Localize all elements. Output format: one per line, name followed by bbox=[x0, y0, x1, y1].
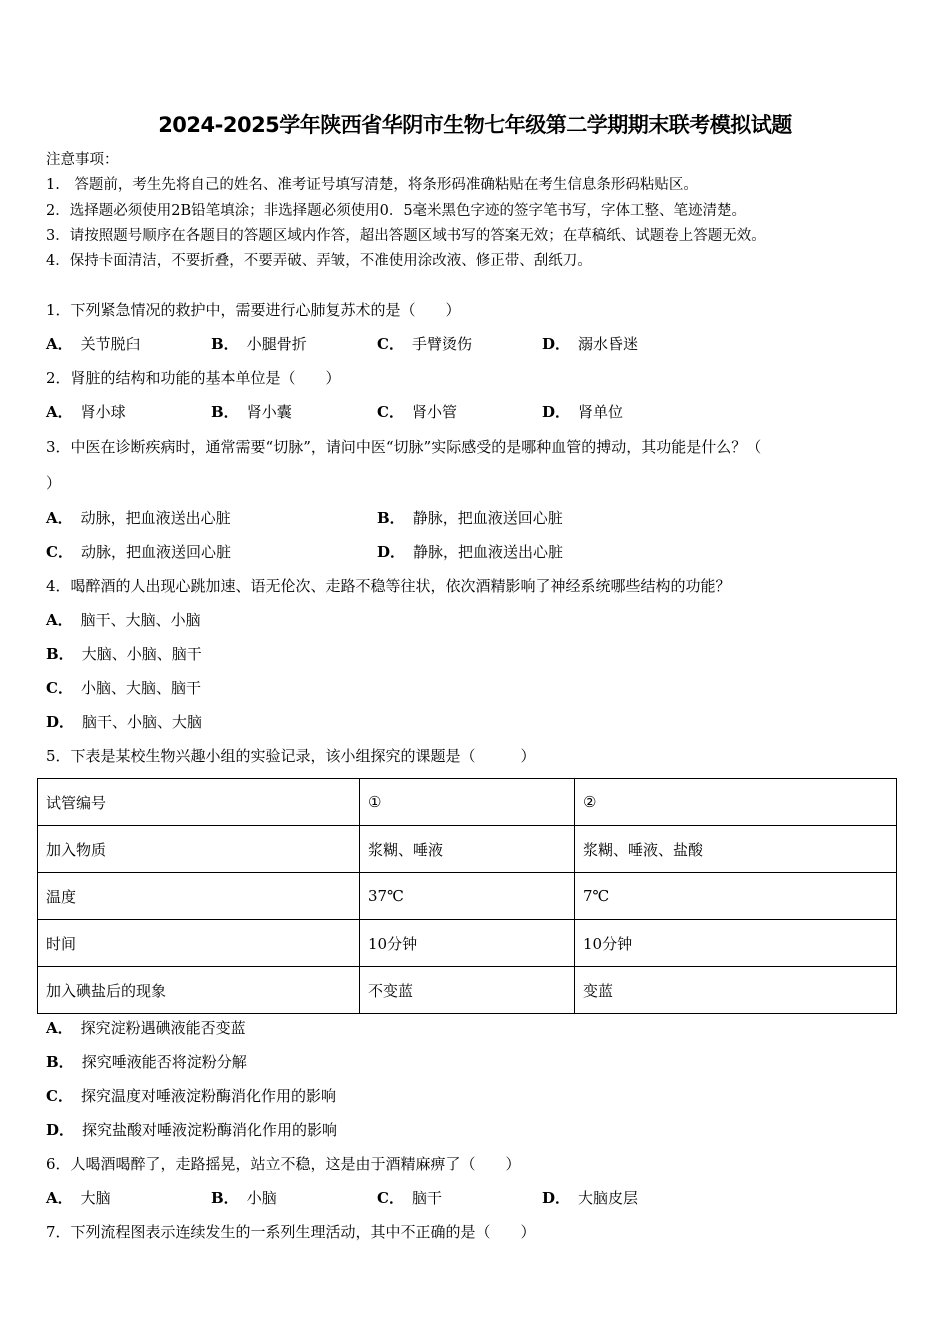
option-letter: B． bbox=[211, 1189, 239, 1207]
option-text: 动脉，把血液送出心脏 bbox=[80, 509, 231, 527]
answer-option[interactable] bbox=[46, 327, 141, 361]
option-text: 溺水昏迷 bbox=[578, 335, 639, 353]
option-text: 肾单位 bbox=[578, 403, 624, 421]
answer-option[interactable] bbox=[46, 603, 201, 637]
answer-option[interactable] bbox=[542, 1181, 638, 1215]
option-text: 探究淀粉遇碘液能否变蓝 bbox=[80, 1019, 246, 1037]
option-text: 肾小管 bbox=[411, 403, 457, 421]
option-text: 探究盐酸对唾液淀粉酶消化作用的影响 bbox=[82, 1121, 338, 1139]
table-cell: 加入碘盐后的现象 bbox=[38, 967, 360, 1014]
options-row bbox=[46, 1181, 906, 1215]
table-cell: 不变蓝 bbox=[360, 967, 575, 1014]
option-letter: B． bbox=[46, 1053, 74, 1071]
option-letter: A． bbox=[46, 611, 73, 629]
option-letter: C． bbox=[377, 403, 404, 421]
question-stem: 4．喝醉酒的人出现心跳加速、语无伦次、走路不稳等往状，依次酒精影响了神经系统哪些结构的功能？ bbox=[46, 577, 731, 595]
options-row bbox=[46, 1113, 906, 1147]
option-letter: C． bbox=[46, 1087, 73, 1105]
table-row bbox=[38, 967, 897, 1014]
question-stem: 6．人喝酒喝醉了，走路摇晃，站立不稳，这是由于酒精麻痹了（ ） bbox=[46, 1155, 521, 1173]
answer-option[interactable] bbox=[46, 501, 231, 535]
options-row bbox=[46, 671, 906, 705]
answer-option[interactable] bbox=[46, 1045, 247, 1079]
answer-option[interactable] bbox=[377, 327, 472, 361]
answer-option[interactable] bbox=[46, 1079, 336, 1113]
answer-option[interactable] bbox=[211, 1181, 277, 1215]
option-text: 探究唾液能否将淀粉分解 bbox=[81, 1053, 247, 1071]
table-cell: 37℃ bbox=[360, 873, 575, 920]
answer-option[interactable] bbox=[377, 535, 563, 569]
options-row bbox=[46, 603, 906, 637]
option-text: 动脉，把血液送回心脏 bbox=[80, 543, 231, 561]
option-letter: A． bbox=[46, 335, 73, 353]
option-text: 脑干、小脑、大脑 bbox=[82, 713, 203, 731]
option-letter: B． bbox=[211, 403, 239, 421]
options-row bbox=[46, 501, 906, 535]
option-letter: A． bbox=[46, 403, 73, 421]
option-letter: D． bbox=[542, 335, 571, 353]
option-text: 肾小囊 bbox=[246, 403, 292, 421]
option-text: 大脑、小脑、脑干 bbox=[81, 645, 202, 663]
table-cell: 温度 bbox=[38, 873, 360, 920]
option-text: 小脑、大脑、脑干 bbox=[80, 679, 201, 697]
option-letter: A． bbox=[46, 1189, 73, 1207]
options-row bbox=[46, 395, 906, 429]
option-text: 静脉，把血液送回心脏 bbox=[412, 509, 563, 527]
question-stem: 3．中医在诊断疾病时，通常需要“切脉”，请问中医“切脉”实际感受的是哪种血管的搏动，其功能是什么？（ bbox=[46, 438, 762, 456]
answer-option[interactable] bbox=[46, 1011, 246, 1045]
question-stem: 1．下列紧急情况的救护中，需要进行心肺复苏术的是（ ） bbox=[46, 301, 461, 319]
notice-item: 3．请按照题号顺序在各题目的答题区域内作答，超出答题区域书写的答案无效；在草稿纸、试题卷上答题无效。 bbox=[46, 227, 766, 244]
option-text: 关节脱臼 bbox=[80, 335, 141, 353]
question-stem: 7．下列流程图表示连续发生的一系列生理活动，其中不正确的是（ ） bbox=[46, 1223, 536, 1241]
options-row bbox=[46, 705, 906, 739]
answer-option[interactable] bbox=[377, 501, 563, 535]
notice-section bbox=[46, 148, 926, 274]
table-cell: 10分钟 bbox=[575, 920, 897, 967]
option-letter: D． bbox=[46, 713, 75, 731]
option-letter: C． bbox=[46, 679, 73, 697]
option-text: 小脑 bbox=[246, 1189, 277, 1207]
answer-option[interactable] bbox=[377, 395, 457, 429]
questions-list bbox=[46, 293, 906, 1249]
answer-option[interactable] bbox=[542, 327, 638, 361]
notice-item: 4．保持卡面清洁，不要折叠，不要弄破、弄皱，不准使用涂改液、修正带、刮纸刀。 bbox=[46, 253, 592, 270]
option-letter: C． bbox=[377, 1189, 404, 1207]
table-cell: 10分钟 bbox=[360, 920, 575, 967]
table-cell: 浆糊、唾液、盐酸 bbox=[575, 826, 897, 873]
option-letter: C． bbox=[46, 543, 73, 561]
answer-option[interactable] bbox=[46, 395, 126, 429]
answer-option[interactable] bbox=[211, 395, 292, 429]
option-text: 探究温度对唾液淀粉酶消化作用的影响 bbox=[80, 1087, 336, 1105]
answer-option[interactable] bbox=[46, 671, 201, 705]
table-cell: 时间 bbox=[38, 920, 360, 967]
option-letter: C． bbox=[377, 335, 404, 353]
table-cell: 浆糊、唾液 bbox=[360, 826, 575, 873]
question-stem: 5．下表是某校生物兴趣小组的实验记录，该小组探究的课题是（ ） bbox=[46, 747, 536, 765]
answer-option[interactable] bbox=[542, 395, 623, 429]
answer-option[interactable] bbox=[46, 1113, 337, 1147]
options-row bbox=[46, 327, 906, 361]
question-stem: ） bbox=[46, 474, 62, 492]
option-text: 大脑皮层 bbox=[578, 1189, 639, 1207]
options-row bbox=[46, 637, 906, 671]
options-row bbox=[46, 1011, 906, 1045]
table-cell: ① bbox=[360, 779, 575, 826]
options-row bbox=[46, 535, 906, 569]
option-letter: B． bbox=[46, 645, 74, 663]
answer-option[interactable] bbox=[46, 637, 202, 671]
option-letter: B． bbox=[377, 509, 405, 527]
notice-item: 1. 答题前，考生先将自己的姓名、准考证号填写清楚，将条形码准确粘贴在考生信息条形码粘贴区。 bbox=[46, 177, 698, 194]
question-stem: 2．肾脏的结构和功能的基本单位是（ ） bbox=[46, 369, 341, 387]
table-row bbox=[38, 920, 897, 967]
table-cell: 变蓝 bbox=[575, 967, 897, 1014]
answer-option[interactable] bbox=[46, 705, 202, 739]
answer-option[interactable] bbox=[46, 535, 231, 569]
table-cell: ② bbox=[575, 779, 897, 826]
table-row bbox=[38, 826, 897, 873]
option-letter: A． bbox=[46, 509, 73, 527]
options-row bbox=[46, 1079, 906, 1113]
option-letter: A． bbox=[46, 1019, 73, 1037]
option-letter: D． bbox=[377, 543, 406, 561]
table-row bbox=[38, 779, 897, 826]
option-text: 小腿骨折 bbox=[246, 335, 307, 353]
option-text: 脑干、大脑、小脑 bbox=[80, 611, 201, 629]
option-text: 手臂烫伤 bbox=[411, 335, 472, 353]
notice-heading: 注意事项： bbox=[46, 152, 119, 168]
option-text: 大脑 bbox=[80, 1189, 111, 1207]
option-letter: D． bbox=[542, 1189, 571, 1207]
table-cell: 7℃ bbox=[575, 873, 897, 920]
option-text: 静脉，把血液送出心脏 bbox=[413, 543, 564, 561]
option-letter: D． bbox=[542, 403, 571, 421]
notice-item: 2．选择题必须使用2B铅笔填涂；非选择题必须使用0．5毫米黑色字迹的签字笔书写，字体工整、笔迹清楚。 bbox=[46, 202, 747, 219]
table-row bbox=[38, 873, 897, 920]
option-text: 肾小球 bbox=[80, 403, 126, 421]
answer-option[interactable] bbox=[377, 1181, 442, 1215]
option-letter: D． bbox=[46, 1121, 75, 1139]
answer-option[interactable] bbox=[211, 327, 307, 361]
page-title: 2024-2025学年陕西省华阴市生物七年级第二学期期末联考模拟试题 bbox=[158, 113, 792, 137]
option-text: 脑干 bbox=[411, 1189, 442, 1207]
options-row bbox=[46, 1045, 906, 1079]
answer-option[interactable] bbox=[46, 1181, 111, 1215]
table-cell: 加入物质 bbox=[38, 826, 360, 873]
option-letter: B． bbox=[211, 335, 239, 353]
experiment-table bbox=[37, 778, 897, 1014]
table-cell: 试管编号 bbox=[38, 779, 360, 826]
